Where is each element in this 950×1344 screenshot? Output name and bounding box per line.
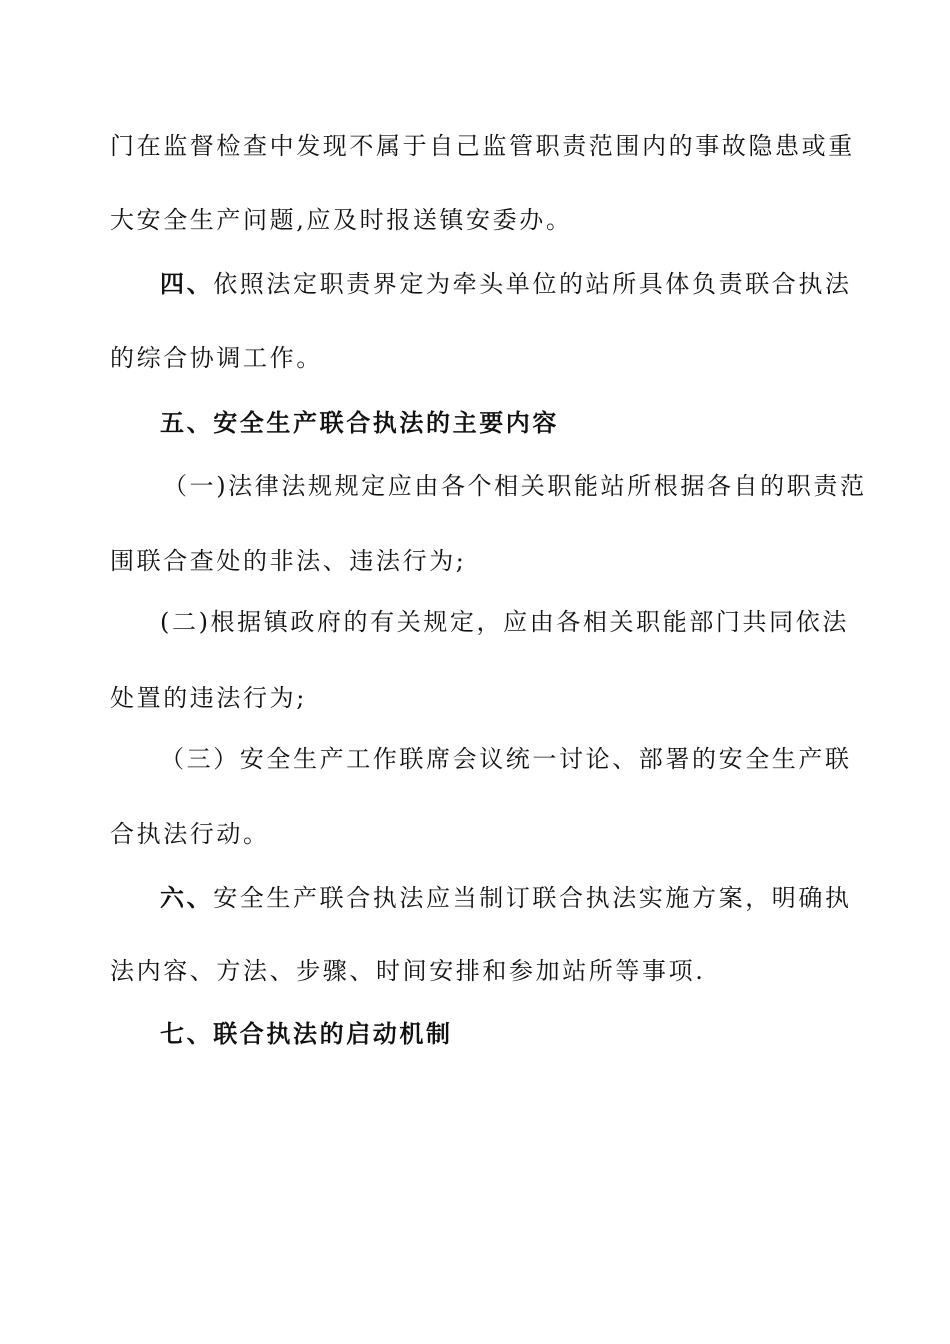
line-text: 合执法行动。: [110, 820, 270, 848]
section-number: 四、: [160, 269, 214, 298]
list-item-three-line: [160, 744, 890, 774]
line-text: 门在监督检查中发现不属于自己监管职责范围内的事故隐患或重: [110, 132, 855, 160]
paragraph-line: [110, 819, 840, 849]
list-item-one-line: [163, 471, 893, 501]
line-text: (二)根据镇政府的有关规定，应由各相关职能部门共同依法: [160, 608, 849, 636]
section-heading: [160, 408, 890, 438]
list-item-two-line: [160, 607, 890, 637]
line-text: 依照法定职责界定为牵头单位的站所具体负责联合执法: [213, 270, 852, 298]
heading-text: 五、安全生产联合执法的主要内容: [160, 408, 559, 437]
section-heading: [160, 1019, 890, 1049]
paragraph-line: [110, 131, 855, 161]
section-four-line: [160, 269, 890, 299]
paragraph-line: [110, 343, 840, 373]
section-number: 六、: [160, 883, 214, 912]
paragraph-line: [110, 683, 840, 713]
paragraph-line: [110, 546, 840, 576]
line-text: 围联合查处的非法、违法行为;: [110, 547, 467, 575]
heading-text: 七、联合执法的启动机制: [160, 1019, 453, 1048]
paragraph-line: [110, 205, 840, 235]
line-text: 的综合协调工作。: [110, 344, 323, 372]
line-text: 大安全生产问题,应及时报送镇安委办。: [110, 206, 573, 234]
line-text: 法内容、方法、步骤、时间安排和参加站所等事项.: [110, 957, 706, 985]
line-text: 处置的违法行为;: [110, 684, 307, 712]
line-text: （三）安全生产工作联席会议统一讨论、部署的安全生产联: [160, 745, 852, 773]
line-text: （一)法律法规规定应由各个相关职能站所根据各自的职责范: [163, 472, 867, 500]
paragraph-line: [110, 956, 840, 986]
section-six-line: [160, 883, 890, 913]
line-text: 安全生产联合执法应当制订联合执法实施方案，明确执: [213, 884, 852, 912]
